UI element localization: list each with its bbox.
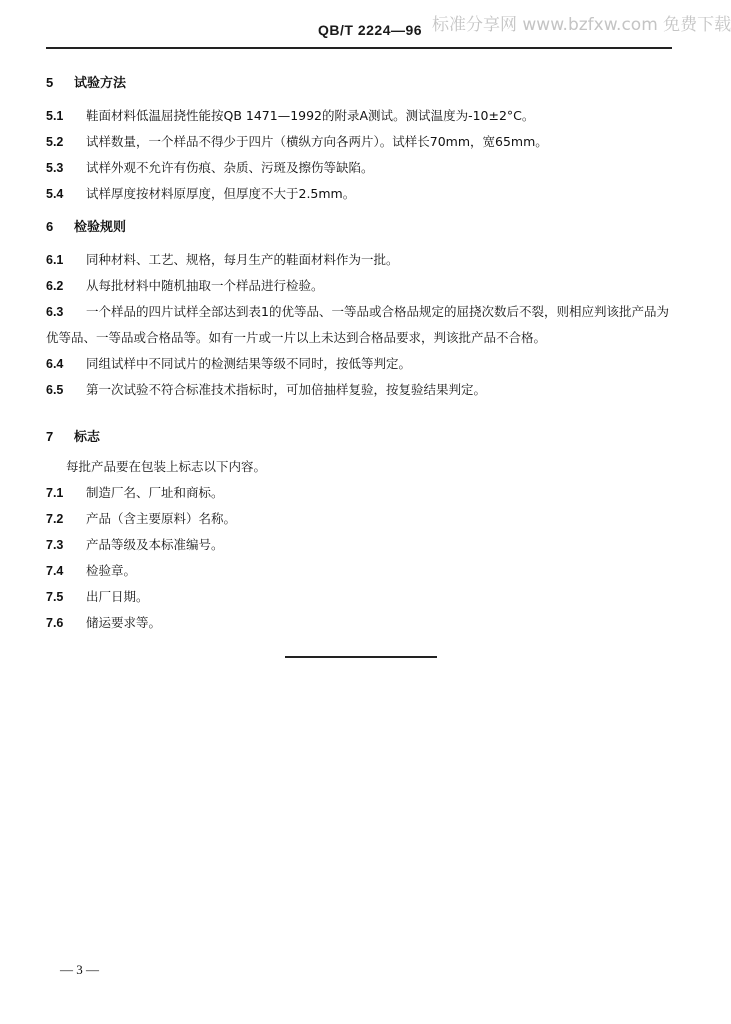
clause-text: 同种材料、工艺、规格，每月生产的鞋面材料作为一批。 — [86, 252, 399, 267]
clause — [46, 299, 676, 351]
section-number: 5 — [46, 75, 54, 90]
clause-text: 试样外观不允许有伤痕、杂质、污斑及擦伤等缺陷。 — [86, 160, 374, 175]
clause-text: 出厂日期。 — [86, 589, 149, 604]
clause — [46, 506, 676, 532]
clause — [46, 584, 676, 610]
clause — [46, 181, 676, 207]
section-intro: 每批产品要在包装上标志以下内容。 — [66, 459, 267, 474]
section-test-methods — [46, 72, 676, 207]
clause-number: 5.3 — [46, 161, 64, 175]
clause-number: 5.4 — [46, 187, 64, 201]
clause — [46, 480, 676, 506]
clause-text: 储运要求等。 — [86, 615, 162, 630]
section-heading — [46, 426, 676, 448]
watermark: 标准分享网 www.bzfxw.com 免费下载 — [432, 15, 731, 35]
section-title: 标志 — [74, 430, 101, 445]
clause — [46, 273, 676, 299]
section-number: 6 — [46, 219, 54, 234]
end-rule — [285, 656, 437, 658]
clause — [46, 103, 676, 129]
clause-number: 7.6 — [46, 616, 64, 630]
clause-number: 7.5 — [46, 590, 64, 604]
clause-number: 7.3 — [46, 538, 64, 552]
clause-number: 6.3 — [46, 305, 64, 319]
clause — [46, 247, 676, 273]
clause-number: 6.1 — [46, 253, 64, 267]
section-number: 7 — [46, 429, 54, 444]
clause-text: 产品等级及本标准编号。 — [86, 537, 224, 552]
clause-text: 同组试样中不同试片的检测结果等级不同时，按低等判定。 — [86, 356, 412, 371]
clause — [46, 532, 676, 558]
clause-text: 检验章。 — [86, 563, 137, 578]
clause-text: 产品（含主要原料）名称。 — [86, 511, 237, 526]
standard-code: QB/T 2224—96 — [318, 22, 423, 38]
section-marking — [46, 426, 676, 636]
clause-text: 从每批材料中随机抽取一个样品进行检验。 — [86, 278, 324, 293]
page-number: — 3 — — [60, 962, 99, 977]
section-heading — [46, 216, 676, 238]
section-inspection-rules — [46, 216, 676, 403]
clause-text: 制造厂名、厂址和商标。 — [86, 485, 224, 500]
header-rule — [46, 47, 672, 49]
clause-number: 5.2 — [46, 135, 64, 149]
clause-number: 6.4 — [46, 357, 64, 371]
section-title: 检验规则 — [74, 220, 127, 235]
clause-text: 鞋面材料低温屈挠性能按QB 1471—1992的附录A测试。测试温度为-10±2°C。 — [86, 108, 535, 123]
clause-number: 7.2 — [46, 512, 64, 526]
clause — [46, 351, 676, 377]
section-heading — [46, 72, 676, 94]
clause — [46, 129, 676, 155]
clause-text: 试样厚度按材料原厚度，但厚度不大于2.5mm。 — [86, 186, 356, 201]
clause-number: 5.1 — [46, 109, 64, 123]
clause — [46, 610, 676, 636]
clause — [46, 155, 676, 181]
clause-number: 6.5 — [46, 383, 64, 397]
clause-text: 第一次试验不符合标准技术指标时，可加倍抽样复验，按复验结果判定。 — [86, 382, 487, 397]
section-title: 试验方法 — [74, 76, 127, 91]
clause-text: 试样数量，一个样品不得少于四片（横纵方向各两片）。试样长70mm，宽65mm。 — [86, 134, 548, 149]
clause-number: 6.2 — [46, 279, 64, 293]
clause — [46, 558, 676, 584]
clause-number: 7.4 — [46, 564, 64, 578]
clause — [46, 377, 676, 403]
clause-number: 7.1 — [46, 486, 64, 500]
clause-text: 一个样品的四片试样全部达到表1的优等品、一等品或合格品规定的屈挠次数后不裂，则相应判该批产品为优等品、一等品或合格品等。如有一片或一片以上未达到合格品要求，判该批产品不合格。 — [46, 304, 669, 345]
